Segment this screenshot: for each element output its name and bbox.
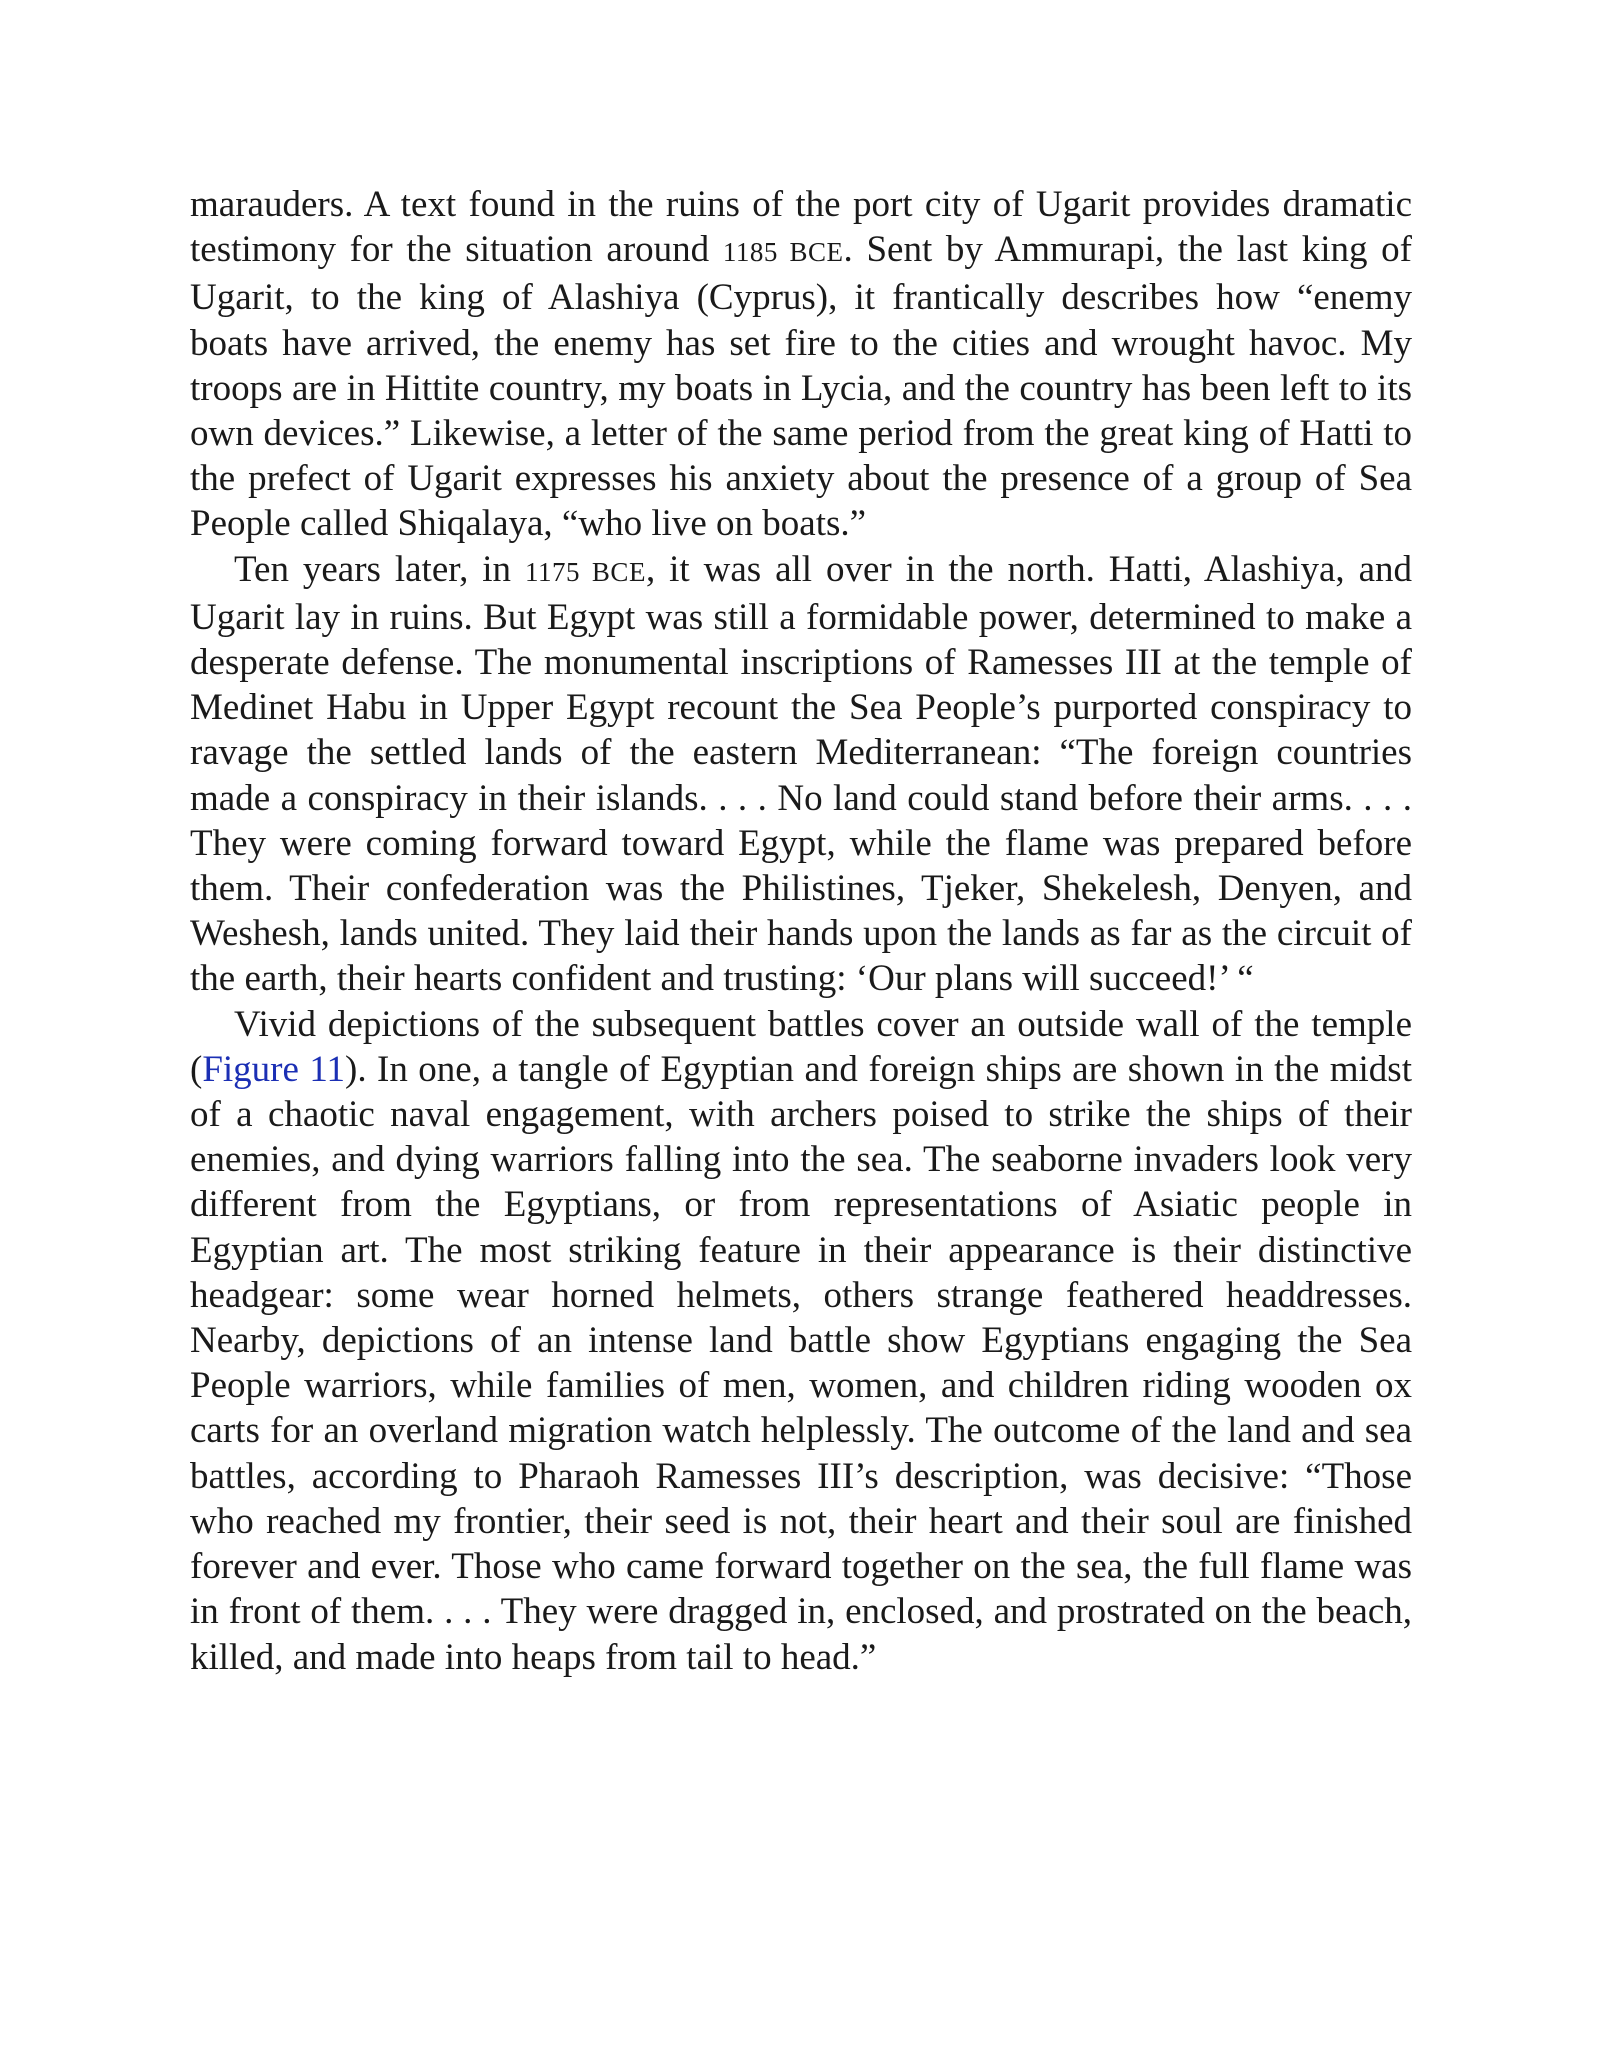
figure-11-link[interactable]: Figure 11 [202, 1048, 346, 1090]
paragraph-text: ). In one, a tangle of Egyptian and foreign ships are shown in the midst of a chaotic naval engagement, with archers poised to strike the ships of their enemies, and dying warriors falling into the sea. The seaborne invaders look very different from the Egyptians, or from representations of Asiatic people in Egyptian art. The most striking feature in their appearance is their distinctive headgear: some wear horned helmets, others strange feathered headdresses. Nearby, depictions of an intense land battle show Egyptians engaging the Sea People warriors, while families of men, women, and children riding wooden ox carts for an overland migration watch helplessly. The outcome of the land and sea battles, according to Pharaoh Ramesses III’s description, was decisive: “Those who reached my frontier, their seed is not, their heart and their soul are finished forever and ever. Those who came forward together on the sea, the full flame was in front of them. . . . They were dragged in, enclosed, and prostrated on the beach, killed, and made into heaps from tail to head.” [190, 1048, 1412, 1678]
paragraph-battle-depictions [190, 1002, 1412, 1680]
paragraph-ugarit-letter [190, 182, 1412, 547]
paragraph-medinet-habu [190, 547, 1412, 1002]
paragraph-text: Ten years later, in [234, 548, 525, 590]
paragraph-text: marauders. A text found in the ruins of the port city of Ugarit provides dramatic testimony for the situation around [190, 184, 1412, 271]
paragraph-text: . Sent by Ammurapi, the last king of Ugarit, to the king of Alashiya (Cyprus), it frantically describes how “enemy boats have arrived, the enemy has set fire to the cities and wrought havoc. My troops are in Hittite country, my boats in Lycia, and the country has been left to its own devices.” Likewise, a letter of the same period from the great king of Hatti to the prefect of Ugarit expresses his anxiety about the presence of a group of Sea People called Shiqalaya, “who live on boats.” [190, 229, 1412, 545]
date-small-caps: 1175 BCE [525, 556, 646, 587]
date-small-caps: 1185 BCE [722, 237, 844, 268]
paragraph-text: Vivid depictions of the subsequent battles cover an outside wall of the temple ( [190, 1003, 1412, 1090]
page-body [190, 182, 1412, 1680]
paragraph-text: , it was all over in the north. Hatti, Alashiya, and Ugarit lay in ruins. But Egypt was still a formidable power, determined to make a desperate defense. The monumental inscriptions of Ramesses III at the temple of Medinet Habu in Upper Egypt recount the Sea People’s purported conspiracy to ravage the settled lands of the eastern Mediterranean: “The foreign countries made a conspiracy in their islands. . . . No land could stand before their arms. . . . They were coming forward toward Egypt, while the flame was prepared before them. Their confederation was the Philistines, Tjeker, Shekelesh, Denyen, and Weshesh, lands united. They laid their hands upon the lands as far as the circuit of the earth, their hearts confident and trusting: ‘Our plans will succeed!’ “ [190, 548, 1413, 1000]
